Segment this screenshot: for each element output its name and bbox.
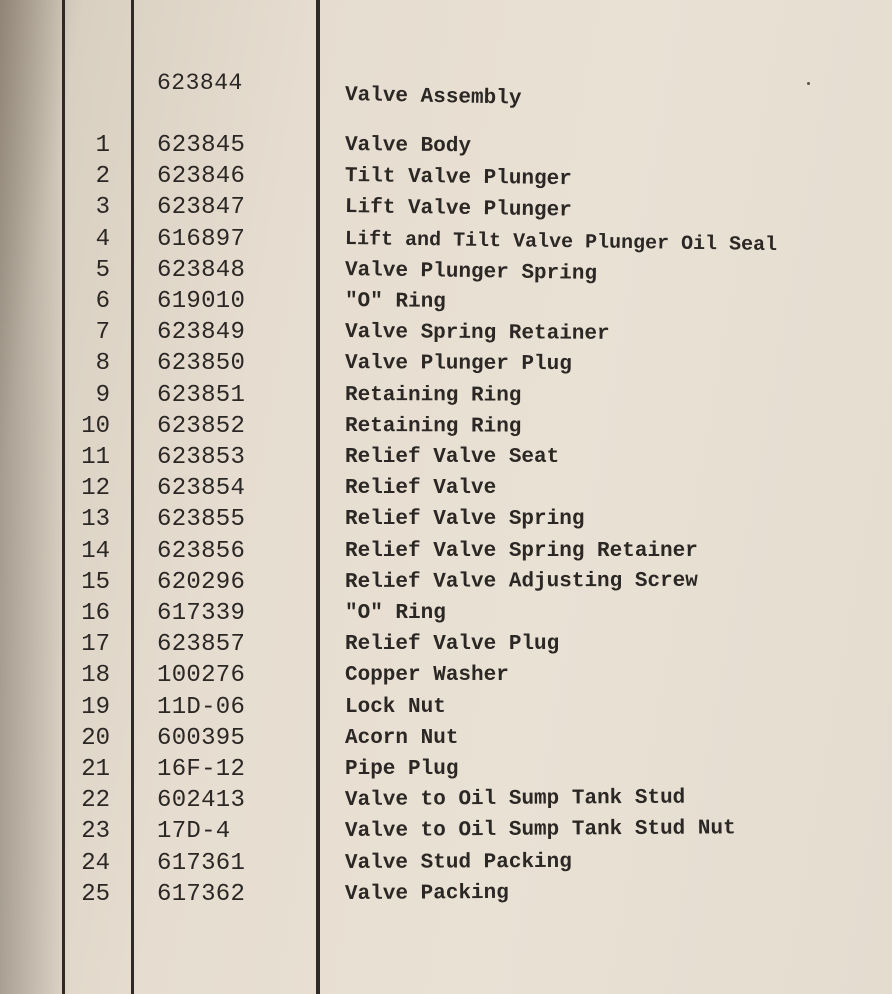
item-number: 13 [81,506,110,534]
table-row [0,444,892,475]
table-row [0,226,892,257]
table-row [0,569,892,600]
table-row [0,662,892,693]
table-row [0,475,892,506]
part-description: Relief Valve Plug [345,633,560,657]
table-row [0,163,892,194]
part-description: Relief Valve Spring [345,508,585,532]
table-row [0,787,892,818]
table-row [0,694,892,725]
item-number: 18 [81,662,110,690]
item-number: 17 [81,631,110,659]
part-description: Relief Valve [345,477,497,501]
part-number: 623854 [157,475,246,503]
item-number: 21 [81,756,110,783]
item-number: 25 [81,880,110,908]
table-row [0,132,892,163]
table-row [0,288,892,319]
part-number: 602413 [157,787,246,815]
table-row [0,257,892,288]
table-row [0,506,892,537]
part-number: 623852 [157,412,246,440]
part-number: 623850 [157,350,246,378]
part-description: Relief Valve Seat [345,446,560,469]
part-description: Valve Packing [344,881,509,906]
table-row [0,756,892,787]
item-number: 8 [95,350,110,378]
part-number: 623848 [157,256,246,284]
item-number: 9 [95,381,110,409]
table-row [0,350,892,381]
item-number: 22 [81,787,110,815]
item-number: 2 [95,163,110,191]
item-number: 1 [95,132,110,159]
part-number: 623849 [157,319,246,347]
item-number: 10 [81,412,110,440]
assembly-part-number: 623844 [157,70,243,96]
part-number: 617362 [157,880,246,908]
part-number: 617361 [157,849,246,877]
part-number: 623853 [157,444,246,471]
part-number: 11D-06 [157,693,246,721]
part-description: Valve to Oil Sump Tank Stud [344,786,686,813]
part-description: Valve Stud Packing [344,850,572,875]
part-number: 600395 [157,724,246,752]
table-row [0,319,892,350]
part-description: Valve Body [344,134,472,159]
table-row [0,413,892,444]
table-row [0,881,892,912]
item-number: 11 [81,444,110,471]
part-number: 623845 [157,132,246,159]
item-number: 23 [81,818,110,846]
part-number: 620296 [157,568,246,596]
part-description: Lock Nut [345,695,446,719]
item-number: 4 [95,225,110,253]
item-number: 12 [81,475,110,503]
item-number: 15 [81,568,110,596]
part-number: 623857 [157,631,246,659]
item-number: 6 [95,288,110,315]
part-description: Pipe Plug [345,758,459,781]
item-number: 5 [95,256,110,284]
part-number: 623847 [157,194,246,222]
part-description: Copper Washer [345,664,509,688]
item-number: 24 [81,849,110,877]
item-number: 3 [95,194,110,222]
table-row [0,631,892,662]
paper-speck [807,82,810,85]
item-number: 14 [81,537,110,565]
part-number: 616897 [157,225,246,253]
table-row [0,850,892,881]
part-description: Retaining Ring [344,383,522,408]
part-description: "O" Ring [345,602,446,625]
part-number: 100276 [157,662,246,690]
part-description: Lift Valve Plunger [344,196,572,223]
part-number: 16F-12 [157,756,246,783]
part-description: Relief Valve Spring Retainer [345,539,698,563]
part-description: Valve Spring Retainer [344,321,610,347]
item-number: 7 [95,319,110,347]
part-description: Valve to Oil Sump Tank Stud Nut [344,817,736,844]
part-number: 17D-4 [157,818,231,846]
part-description: Lift and Tilt Valve Plunger Oil Seal [344,227,778,257]
part-description: Acorn Nut [345,726,459,750]
part-number: 623856 [157,537,246,565]
part-description: Valve Plunger Plug [344,352,572,377]
part-number: 617339 [157,600,246,627]
item-number: 16 [81,600,110,627]
table-row [0,725,892,756]
assembly-description: Valve Assembly [344,84,522,111]
part-description: "O" Ring [344,290,446,314]
part-number: 623851 [157,381,246,409]
part-number: 623855 [157,506,246,534]
table-row [0,194,892,225]
part-description: Relief Valve Adjusting Screw [344,569,698,594]
item-number: 19 [81,693,110,721]
part-description: Tilt Valve Plunger [344,165,572,192]
part-description: Valve Plunger Spring [344,258,598,286]
part-description: Retaining Ring [344,414,522,439]
part-number: 623846 [157,163,246,191]
table-row [0,538,892,569]
table-row [0,382,892,413]
part-number: 619010 [157,288,246,315]
item-number: 20 [81,724,110,752]
table-row [0,818,892,849]
table-row [0,600,892,631]
